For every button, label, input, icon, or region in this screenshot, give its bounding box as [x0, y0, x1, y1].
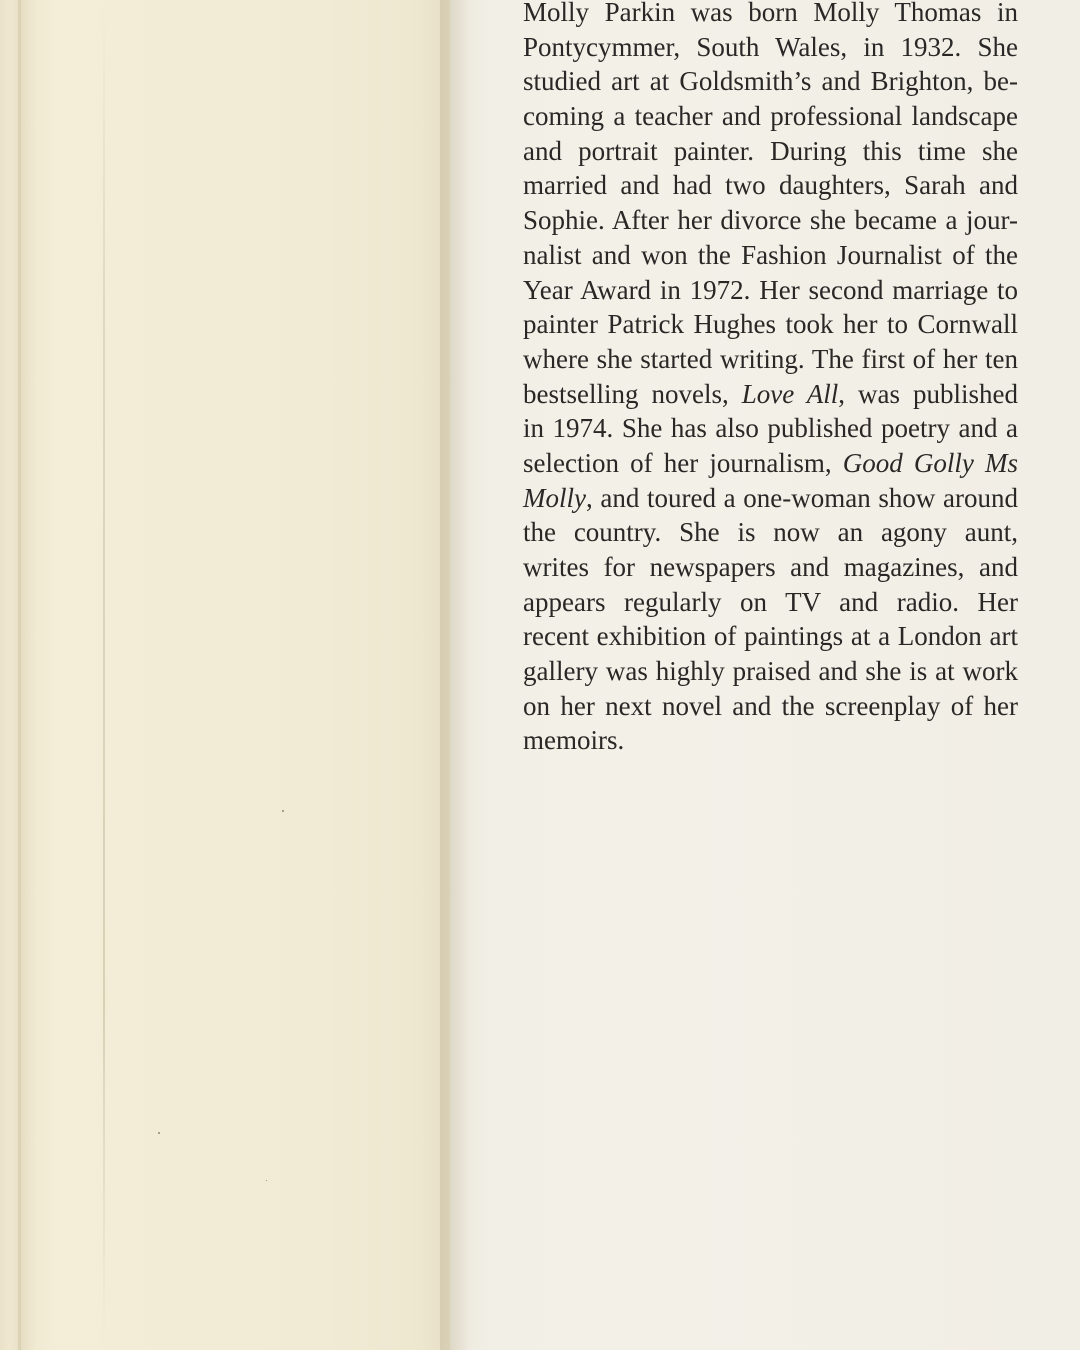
- bio-line: memoirs.: [523, 725, 625, 756]
- bio-line: painter Patrick Hughes took her to Cornwall: [523, 309, 1018, 340]
- bio-line: Molly Parkin was born Molly Thomas in: [523, 0, 1018, 27]
- bio-text: selection of her journalism,: [523, 447, 843, 478]
- bio-text: , and toured a one-woman show around: [585, 482, 1018, 513]
- bio-line: the country. She is now an agony aunt,: [523, 517, 1018, 548]
- bio-line: Pontycymmer, South Wales, in 1932. She: [523, 31, 1018, 62]
- bio-line: writes for newspapers and magazines, and: [523, 552, 1018, 582]
- flap-edge: [18, 0, 21, 1350]
- bio-line: [523, 446, 1018, 481]
- book-title: Molly: [523, 482, 586, 513]
- bio-line: Year Award in 1972. Her second marriage to: [523, 274, 1018, 305]
- paper-speck: [266, 1180, 267, 1181]
- paper-speck: [282, 810, 284, 812]
- bio-line: married and had two daughters, Sarah and: [523, 170, 1018, 201]
- bio-line: studied art at Goldsmith’s and Brighton, be-: [523, 66, 1018, 97]
- bio-line: coming a teacher and professional landscape: [523, 101, 1018, 132]
- bio-line: Sophie. After her divorce she became a jour-: [523, 205, 1018, 236]
- page-gutter-shadow: [440, 0, 470, 1350]
- flap-crease: [103, 0, 105, 1350]
- author-biography: [523, 0, 1018, 758]
- bio-line: on her next novel and the screenplay of her: [523, 690, 1018, 721]
- book-title: Good Golly Ms: [842, 447, 1018, 478]
- bio-line: recent exhibition of paintings at a London art: [523, 621, 1018, 652]
- bio-line: gallery was highly praised and she is at work: [523, 656, 1018, 687]
- book-title: Love All: [741, 378, 839, 409]
- bio-line: nalist and won the Fashion Journalist of the: [523, 239, 1018, 270]
- bio-line: and portrait painter. During this time she: [523, 135, 1018, 166]
- bio-line: [523, 481, 1018, 516]
- bio-line: in 1974. She has also published poetry and a: [523, 413, 1018, 444]
- bio-text: , was published: [838, 378, 1018, 409]
- bio-line: [523, 377, 1018, 412]
- bio-text: bestselling novels,: [523, 378, 742, 409]
- book-flap: [0, 0, 450, 1350]
- bio-line: appears regularly on TV and radio. Her: [523, 586, 1018, 617]
- bio-line: where she started writing. The first of her ten: [523, 343, 1018, 374]
- paper-speck: [158, 1132, 160, 1134]
